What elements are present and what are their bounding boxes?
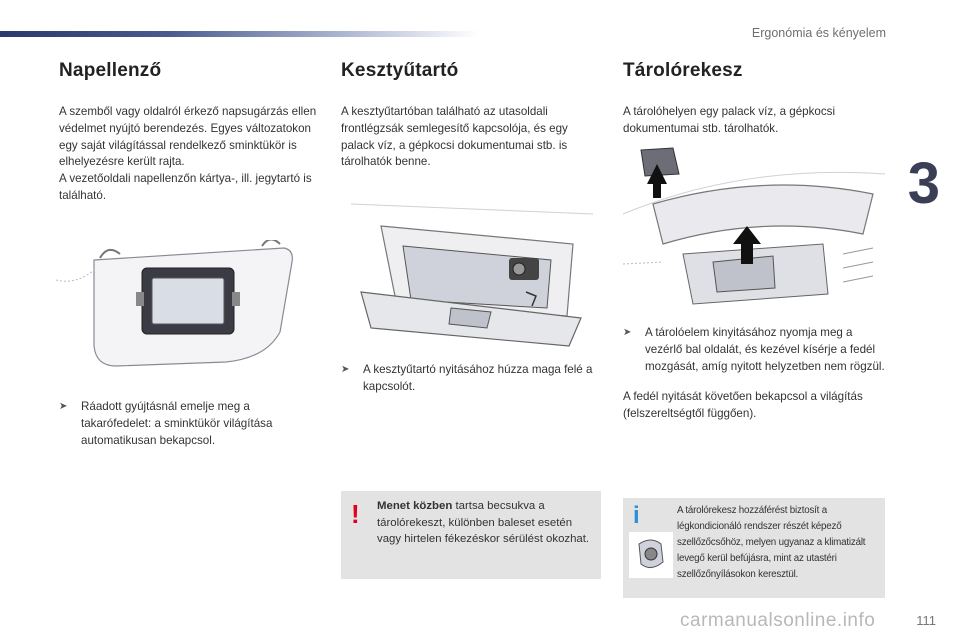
storage-lighting-note: A fedél nyitását követően bekapcsol a világítás (felszereltségtől függően). — [623, 390, 863, 420]
warning-bold: Menet közben — [377, 500, 453, 512]
exclamation-icon: ! — [351, 499, 360, 529]
sunvisor-column — [59, 60, 321, 202]
chapter-number: 3 — [907, 151, 940, 216]
sunvisor-heading: Napellenző — [59, 60, 162, 81]
arrow-bullet-icon: ➤ — [623, 327, 632, 338]
storage-instruction — [623, 325, 885, 375]
sunvisor-instruction — [59, 399, 321, 449]
sunvisor-illustration — [56, 240, 306, 375]
info-text: A tárolórekesz hozzáférést biztosít a légkondicionáló rendszer részét képező szellőzőcsőhöz, melyen ugyanaz a klimatizált levegő kerül befújásra, mint az utastéri szellőzőnyílásokon keresztül. — [677, 505, 866, 580]
glovebox-intro: A kesztyűtartóban található az utasoldali frontlégzsák semlegesítő kapcsolója, és egy palack víz, a gépkocsi dokumentumai stb. is tárolhatók benne. — [341, 105, 568, 169]
storage-illustration — [623, 144, 885, 316]
page-number: 111 — [916, 613, 936, 628]
section-title: Ergonómia és kényelem — [751, 26, 886, 40]
warning-box — [341, 491, 601, 579]
warning-text — [377, 498, 591, 548]
info-box — [623, 498, 885, 598]
warning-body: tartsa becsukva a tárolórekeszt, különben baleset esetén vagy hirtelen fékezéskor sérülést okozhat. — [377, 500, 590, 546]
air-vent-icon — [629, 532, 673, 578]
watermark: carmanualsonline.info — [680, 610, 876, 631]
sunvisor-intro: A szemből vagy oldalról érkező napsugárzás ellen védelmet nyújtó berendezés. Egyes változatokon egy saját világítással rendelkező sminktükör is elhelyezésre került rajta. A vezetőoldali napellenzőn kártya-, ill. jegytartó is található. — [59, 105, 317, 202]
storage-column — [623, 60, 885, 135]
arrow-bullet-icon: ➤ — [59, 401, 68, 412]
storage-instruction-text: A tárolóelem kinyitásához nyomja meg a vezérlő bal oldalát, és kezével kísérje a fedél mozgását, amíg nyitott helyzetben nem rögzül. — [645, 326, 885, 373]
storage-intro: A tárolóhelyen egy palack víz, a gépkocsi dokumentumai stb. tárolhatók. — [623, 105, 836, 135]
info-icon: i — [633, 502, 640, 529]
arrow-bullet-icon: ➤ — [341, 364, 350, 375]
glovebox-illustration — [341, 196, 603, 351]
sunvisor-instruction-text: Ráadott gyújtásnál emelje meg a takarófedelet: a sminktükör világítása automatikusan bekapcsol. — [81, 400, 273, 447]
header-bar — [0, 31, 480, 37]
glovebox-instruction — [341, 362, 603, 396]
glovebox-instruction-text: A kesztyűtartó nyitásához húzza maga felé a kapcsolót. — [363, 363, 593, 393]
storage-heading: Tárolórekesz — [623, 60, 743, 81]
glovebox-heading: Kesztyűtartó — [341, 60, 459, 81]
glovebox-column — [341, 60, 603, 169]
